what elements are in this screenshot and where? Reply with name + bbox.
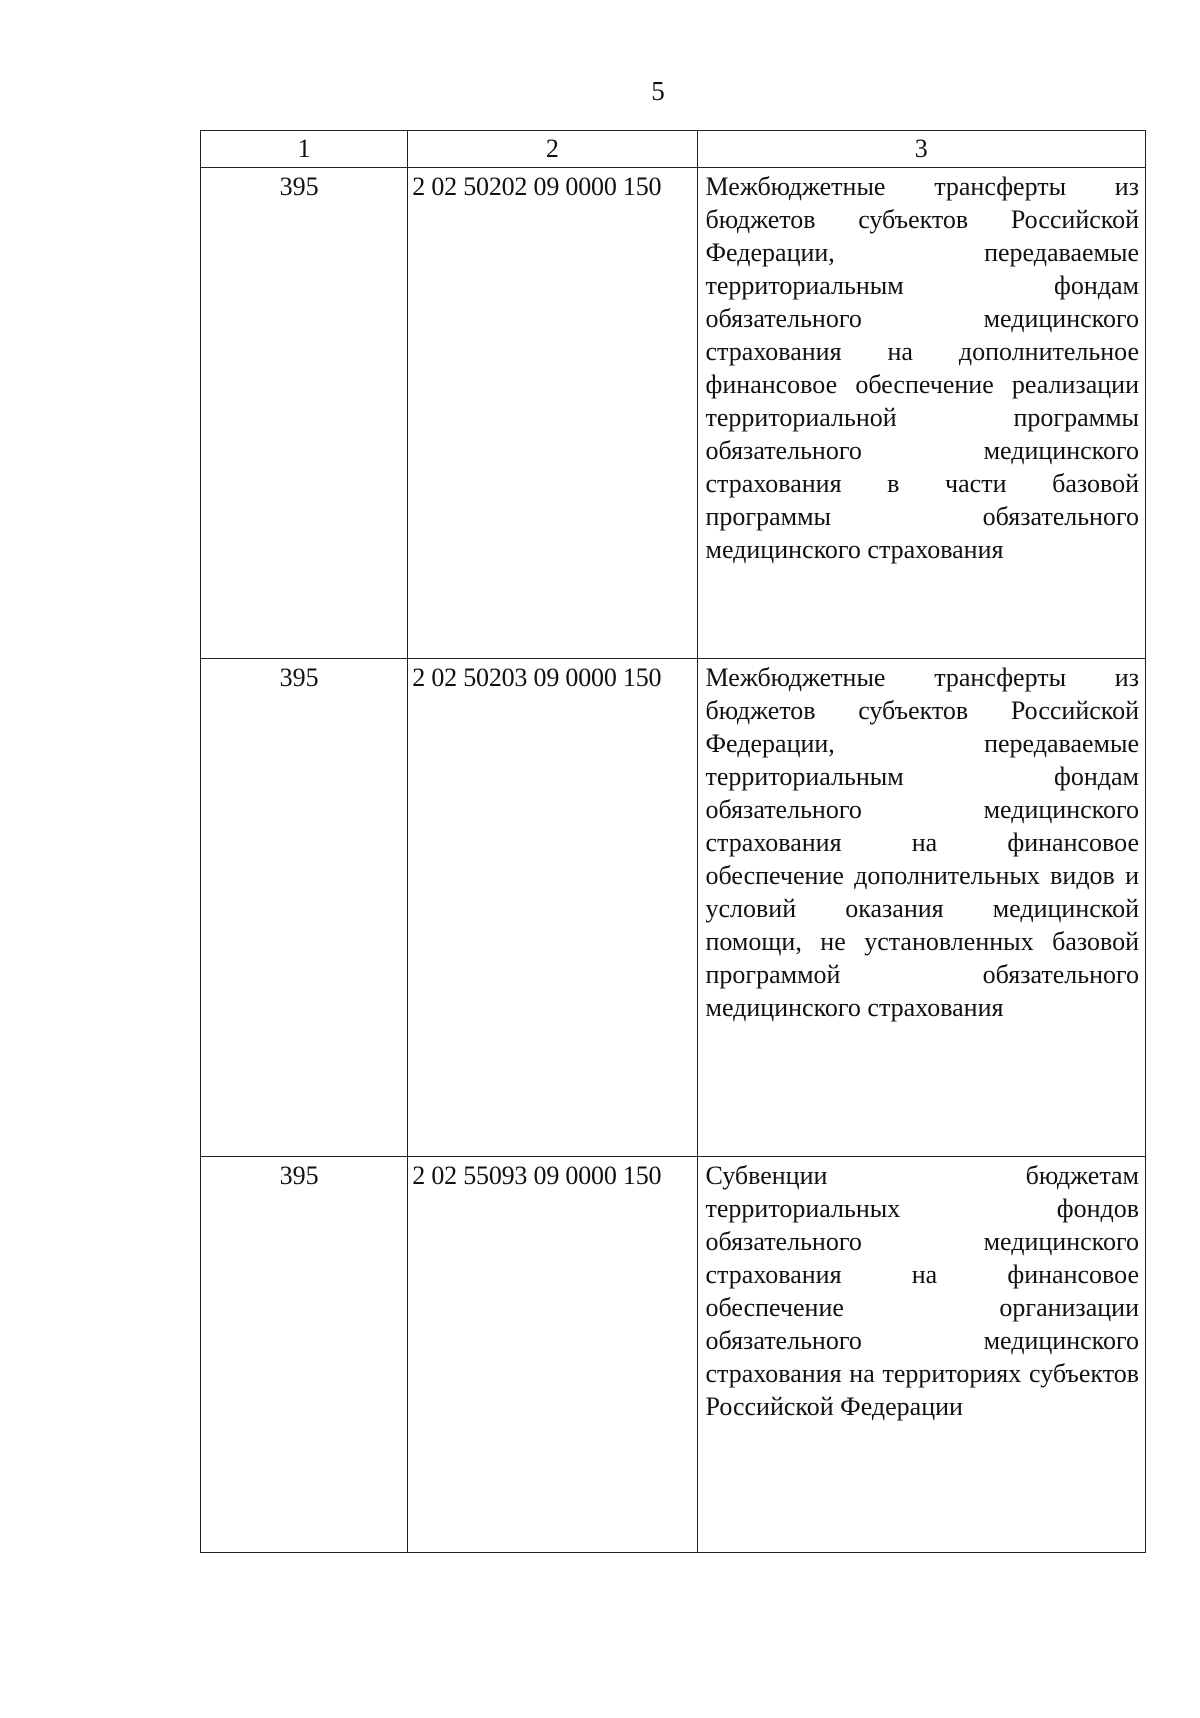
page-number: 5 <box>651 76 665 106</box>
table-row <box>201 1157 1146 1553</box>
admin-code: 395 <box>279 1161 319 1190</box>
description-text: Субвенции бюджетам территориальных фондов обязательного медицинского страхования на финансовое обеспечение организации обязательного медицинского страхования на территориях субъектов Российской Федерации <box>705 1161 1139 1421</box>
admin-code-cell <box>201 1157 408 1553</box>
table-row <box>201 168 1146 659</box>
table-header-row <box>201 131 1146 168</box>
admin-code: 395 <box>279 172 319 201</box>
admin-code: 395 <box>279 663 319 692</box>
classification-code-cell: 2 02 50203 09 0000 150 <box>408 659 697 1157</box>
budget-classification-table <box>200 130 1146 1553</box>
description-text: Межбюджетные трансферты из бюджетов субъектов Российской Федерации, передаваемые территориальным фондам обязательного медицинского страхования на финансовое обеспечение дополнительных видов и условий оказания медицинской помощи, не установленных базовой программой обязательного медицинского страхования <box>705 663 1139 1022</box>
column-header-3: 3 <box>697 131 1145 168</box>
description-text: Межбюджетные трансферты из бюджетов субъектов Российской Федерации, передаваемые территориальным фондам обязательного медицинского страхования на дополнительное финансовое обеспечение реализации территориальной программы обязательного медицинского страхования в части базовой программы обязательного медицинского страхования <box>705 172 1139 564</box>
classification-code-cell: 2 02 55093 09 0000 150 <box>408 1157 697 1553</box>
admin-code-cell <box>201 168 408 659</box>
table-row <box>201 659 1146 1157</box>
description-cell <box>697 168 1145 659</box>
admin-code-cell <box>201 659 408 1157</box>
description-cell <box>697 659 1145 1157</box>
classification-code-cell: 2 02 50202 09 0000 150 <box>408 168 697 659</box>
column-header-2: 2 <box>408 131 697 168</box>
description-cell <box>697 1157 1145 1553</box>
column-header-1: 1 <box>201 131 408 168</box>
